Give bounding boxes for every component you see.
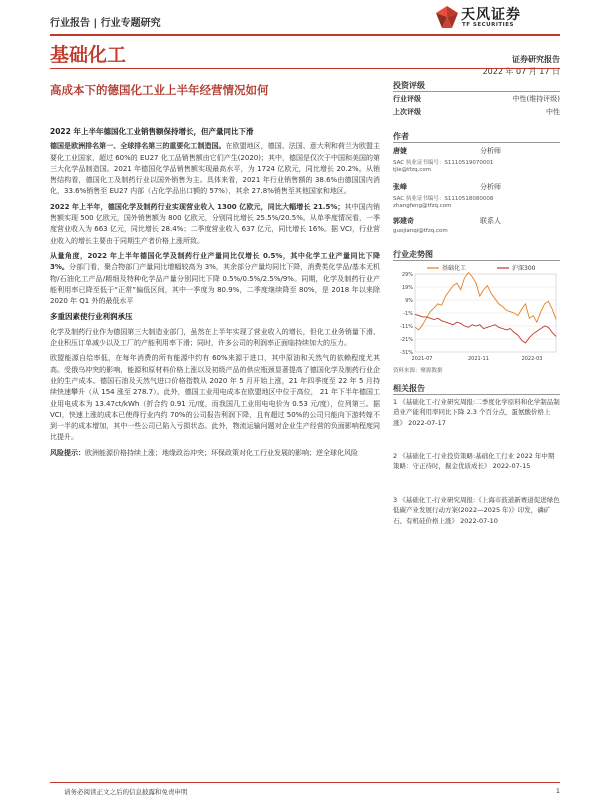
report-date: 2022 年 07 月 17 日 [482, 67, 560, 76]
rating-label-previous: 上次评级 [393, 108, 421, 116]
chart-y-tick-label: 29% [401, 271, 413, 278]
report-category: 行业报告 | 行业专题研究 [50, 18, 161, 29]
author-role: 分析师 [480, 147, 501, 155]
chart-series-line [415, 273, 556, 330]
report-type: 证券研究报告 [512, 55, 560, 64]
brand-logo [434, 4, 564, 32]
related-report-link[interactable]: 1 《基础化工-行业研究周报:二季度化学原料和化学制品制造业产能利用率同比下降 2.3 个百分点，蛋氨酸价格上涨》 2022-07-17 [393, 398, 560, 427]
section-heading: 2022 年上半年德国化工业销售额保持增长，但产量同比下滑 [50, 127, 254, 136]
chart-x-tick-label: 2021-07 [411, 356, 433, 362]
author-name: 张峰 [393, 183, 407, 191]
paragraph-lead: 2022 年上半年，德国化学及制药行业实现营业收入 1300 亿欧元，同比大幅增长 21.5%； [50, 202, 345, 211]
brand-name-cn: 天风证券 [461, 7, 521, 23]
rating-divider [393, 91, 560, 92]
page-number: 1 [555, 787, 560, 795]
body-paragraph [50, 327, 380, 350]
paragraph-text: 欧盟能源自给率低，在每年消费的所有能源中约有 60%来源于进口，其中原油和天然气的依赖程度尤其高。受俄乌冲突的影响，能源和原材料价格上涨以及初级产品的供应瓶颈显著提高了德国化学及制药行业企业的生产成本。德国石油及天然气进口价格指数从 2020 年 5 月开始上涨，21 年四季度至 22 年 5 月持续快速攀升（从 154 涨至 278.7）。此外，德国工业用电成本在欧盟地区中位于高位， 21 年下半年德国工业用电成本为 13.47ct/kWh（折合约 0.91 元/度，而我国几工业用电电价为 0.53 元/度），位列第三。据 VCI，快速上涨的成本已使得行业内约 70%的公司报告利润下降，且有超过 50%的公司只能向下游转嫁不到一半的成本增加，其中一些公司已陷入亏损状态。此外，物流运输问题对企业生产经营的负面影响程度同比提升。 [50, 354, 380, 442]
footer-divider [50, 782, 560, 783]
authors-divider [393, 142, 560, 143]
body-paragraph [50, 353, 380, 443]
chart-x-tick-label: 2022-03 [521, 356, 543, 362]
paragraph-text: 在欧盟地区，德国、法国、意大利和荷兰为欧盟主要化工业国家，超过 60%的 EU27 化工品销售额由它们产生(2020)；其中，德国是仅次于中国和美国的第三大化学品制造国。2021 年德国化学品销售额实现最高水平，为 1724 亿欧元，同比增长 20.2%。从销售结构看，德国化工及制药行业以国外销售为主。具体来看，2021 年行业销售额的 38.6%由德国国内消化，33.6%销售至 EU27 内部（占化学品出口额的 57%），其余 27.8%销售至其他国家和地区。 [50, 142, 381, 196]
rating-label-industry: 行业评级 [393, 95, 421, 103]
author-email[interactable]: tjie@tfzq.com [393, 167, 432, 173]
paragraph-lead: 风险提示： [50, 448, 85, 457]
brand-logo-icon [434, 4, 460, 30]
paragraph-lead: 德国是欧洲排名第一、全球排名第三的重要化工制造国。 [50, 142, 226, 151]
paragraph-text: 化学及制药行业作为德国第三大制造业部门，虽然在上半年实现了营业收入的增长，但化工业务销量下滑、企业积压订单减少以及工厂的产能利用率下滑；同时，许多公司的利润率正面临持续加大的压力。 [50, 327, 380, 348]
author-name: 郭建奇 [393, 217, 414, 225]
related-report-link[interactable]: 3 《基础化工-行业研究周报:《上海市鼓道新赛道促进绿色低碳产业发展行动方案(2022—2025 年)》印发，磷矿石、有机硅价格上涨》 2022-07-10 [393, 496, 560, 525]
related-divider [393, 394, 560, 395]
author-cert: SAC 执业证书编号：S1110518080008 [393, 196, 494, 202]
rating-heading: 投资评级 [393, 81, 425, 90]
body-paragraph [50, 202, 380, 247]
paragraph-text: 欧洲能源价格持续上涨；地缘政治冲突；环保政策对化工行业发展的影响；逆全球化风险 [85, 448, 358, 457]
rating-value-previous: 中性 [546, 108, 560, 116]
paragraph-lead: 从量角度，2022 年上半年德国化学及制药行业产量同比仅增长 0.5%，其中化学工业产量同比下降 3%。 [50, 251, 380, 272]
related-heading: 相关报告 [393, 384, 425, 393]
chart-y-tick-label: -11% [400, 323, 413, 330]
chart-y-tick-label: 9% [405, 297, 413, 304]
chart-legend-label: 基础化工 [442, 265, 467, 272]
chart-source-note: 资料来源：聚源数据 [393, 368, 443, 374]
author-name: 唐婕 [393, 147, 407, 155]
author-role: 分析师 [480, 183, 501, 191]
author-email[interactable]: zhangfeng@tfzq.com [393, 203, 452, 209]
chart-legend-label: 沪深300 [512, 265, 536, 272]
authors-heading: 作者 [393, 132, 409, 141]
chart-x-tick-label: 2021-11 [467, 356, 489, 362]
author-cert: SAC 执业证书编号：S1110519070001 [393, 160, 494, 166]
brand-name-en: TF SECURITIES [462, 22, 514, 28]
author-role: 联系人 [480, 217, 501, 225]
industry-trend-chart [393, 262, 560, 364]
chart-y-tick-label: -21% [400, 336, 413, 343]
chart-y-tick-label: 19% [401, 284, 413, 291]
sector-title: 基础化工 [50, 44, 127, 66]
header-divider [50, 34, 560, 36]
trend-divider [393, 260, 560, 261]
rating-value-industry: 中性(维持评级) [512, 95, 560, 103]
author-email[interactable]: guojianqi@tfzq.com [393, 228, 448, 234]
report-title: 高成本下的德国化工业上半年经营情况如何 [50, 83, 269, 97]
paragraph-text: 分部门看，聚合物部门产量同比增幅较高为 3%，其余部分产量均同比下降，消费类化学品/基本无机物/石油化工产品/精细及特种化学品产量分别同比下降 0.5%/0.5%/2.5%/9%。同期，化学及制药行业产能利用率已降至低于“正常”偏低区间，其中一季度为 80.9%，二季度继续降至 80%，是 2018 年以来除 2020 年 Q1 外的最低水平 [50, 263, 381, 306]
main-body [50, 126, 380, 463]
section-heading: 多重因素使行业利润承压 [50, 312, 133, 322]
paragraph-text: 其中国内销售额实现 500 亿欧元，国外销售额为 800 亿欧元，分别同比增长 25.5%/20.5%。从单季度情况看，一季度营业收入为 663 亿元，同比增长 28.4%；二季度营业收入 637 亿元，同比增长 16%。据 VCI，行业营业收入的增长主要由于同期生产者价格上涨所致。 [50, 202, 381, 245]
body-paragraph [50, 251, 380, 307]
body-paragraph [50, 141, 380, 197]
footer-disclaimer: 请务必阅读正文之后的信息披露和免责申明 [64, 788, 188, 796]
chart-y-tick-label: -1% [403, 310, 413, 317]
trend-heading: 行业走势图 [393, 250, 433, 259]
sector-divider [50, 68, 560, 69]
chart-y-tick-label: -31% [400, 349, 413, 356]
related-report-link[interactable]: 2 《基础化工-行业投资策略:基础化工行业 2022 年中期策略：守正待时，掘金优质成长》 2022-07-15 [393, 452, 555, 471]
body-paragraph [50, 448, 380, 459]
